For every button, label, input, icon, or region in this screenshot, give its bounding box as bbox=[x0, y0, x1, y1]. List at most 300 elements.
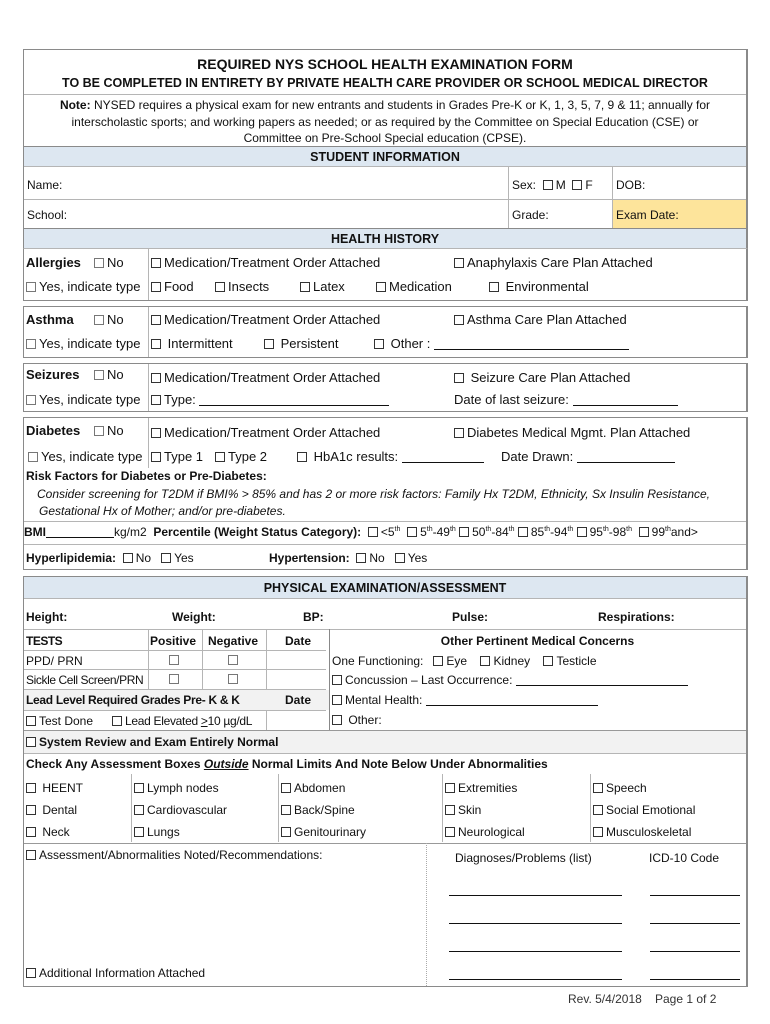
checkbox[interactable] bbox=[543, 656, 553, 666]
checkbox[interactable] bbox=[454, 315, 464, 325]
checkbox[interactable] bbox=[112, 716, 122, 726]
percentile-option[interactable] bbox=[368, 525, 401, 539]
percentile-option[interactable] bbox=[459, 525, 514, 539]
system-review bbox=[26, 734, 278, 750]
divider bbox=[590, 774, 591, 842]
percentile-option[interactable] bbox=[639, 525, 698, 539]
assess-cardiovascular[interactable] bbox=[134, 802, 227, 818]
med-order-label: Medication/Treatment Order Attached bbox=[164, 312, 381, 327]
assess-label: Neurological bbox=[458, 825, 525, 839]
negative-header: Negative bbox=[208, 634, 259, 648]
assess-skin[interactable] bbox=[445, 802, 481, 818]
assess-label: Skin bbox=[458, 803, 482, 817]
seizures-last-date[interactable] bbox=[454, 392, 678, 408]
sex-f-label: F bbox=[585, 178, 593, 192]
diabetes-med-order[interactable] bbox=[151, 425, 380, 441]
ppd-negative-checkbox[interactable] bbox=[228, 655, 238, 665]
note-line-3: Committee on Pre-School Special education (CPSE). bbox=[243, 131, 527, 145]
diagnosis-line-1[interactable] bbox=[449, 895, 622, 896]
checkbox[interactable] bbox=[577, 527, 587, 537]
assess-label: Lymph nodes bbox=[147, 781, 219, 795]
concerns-title: Other Pertinent Medical Concerns bbox=[440, 634, 635, 648]
yes-label: Yes, indicate type bbox=[41, 449, 143, 464]
opt-text: 85 bbox=[530, 525, 545, 539]
allergy-type-medication[interactable] bbox=[376, 279, 452, 295]
student-info-section bbox=[23, 146, 748, 228]
grade-field[interactable] bbox=[512, 207, 549, 223]
sup: th bbox=[449, 526, 456, 533]
checkbox[interactable] bbox=[151, 452, 161, 462]
assess-musculoskeletal[interactable] bbox=[593, 824, 691, 840]
dob-label: DOB: bbox=[616, 178, 646, 192]
form-header bbox=[23, 49, 748, 146]
assess-lymph-nodes[interactable] bbox=[134, 780, 219, 796]
seizures-care-plan[interactable] bbox=[454, 370, 630, 386]
checkbox[interactable] bbox=[518, 527, 528, 537]
allergies-block bbox=[23, 249, 748, 301]
last-seizure-line[interactable] bbox=[573, 394, 678, 406]
opt-text: -84 bbox=[491, 525, 509, 539]
system-review-row[interactable] bbox=[24, 731, 746, 753]
diagnosis-line-4[interactable] bbox=[449, 979, 622, 980]
seizures-type[interactable] bbox=[151, 392, 389, 408]
sickle-negative-checkbox[interactable] bbox=[228, 674, 238, 684]
hba1c-line[interactable] bbox=[402, 451, 484, 463]
section-header-physical-exam bbox=[24, 577, 746, 599]
checkbox[interactable] bbox=[281, 783, 291, 793]
test-ppd: PPD/ PRN bbox=[26, 654, 83, 668]
diagnoses-label: Diagnoses/Problems (list) bbox=[455, 851, 592, 865]
checkbox[interactable] bbox=[593, 827, 603, 837]
hypertension-yes[interactable] bbox=[395, 551, 428, 565]
allergies-no-checkbox[interactable] bbox=[94, 258, 104, 268]
note-label: Note: bbox=[59, 98, 91, 112]
percentile-option[interactable] bbox=[577, 525, 632, 539]
icd-line-1[interactable] bbox=[650, 895, 740, 896]
sup: th bbox=[567, 526, 574, 533]
no-label: No bbox=[135, 551, 152, 565]
date-header: Date bbox=[285, 634, 312, 648]
asthma-type-persistent[interactable] bbox=[264, 336, 338, 352]
type-label: Other : bbox=[390, 336, 431, 351]
asthma-other-line[interactable] bbox=[434, 338, 629, 350]
divider bbox=[148, 418, 149, 468]
physical-exam-section bbox=[23, 576, 748, 987]
sex-field bbox=[512, 177, 593, 193]
mental-health[interactable] bbox=[332, 692, 598, 708]
checkbox[interactable] bbox=[489, 282, 499, 292]
opt-text: <5 bbox=[380, 525, 395, 539]
allergy-type-food[interactable] bbox=[151, 279, 194, 295]
divider bbox=[266, 629, 267, 730]
form-subtitle: TO BE COMPLETED IN ENTIRETY BY PRIVATE HEALTH CARE PROVIDER OR SCHOOL MEDICAL DIRECTOR bbox=[62, 76, 708, 90]
checkbox[interactable] bbox=[480, 656, 490, 666]
assess-neurological[interactable] bbox=[445, 824, 525, 840]
ppd-positive-checkbox[interactable] bbox=[169, 655, 179, 665]
test-sickle-cell: Sickle Cell Screen/PRN bbox=[26, 673, 144, 687]
sex-f-checkbox[interactable] bbox=[572, 180, 582, 190]
checkbox[interactable] bbox=[297, 452, 307, 462]
checkbox[interactable] bbox=[332, 675, 342, 685]
school-label: School: bbox=[27, 208, 68, 222]
lead-date-header: Date bbox=[285, 693, 312, 707]
type-label: Type 2 bbox=[228, 449, 268, 464]
vital-pulse[interactable]: Pulse: bbox=[452, 610, 489, 624]
hypertension-no[interactable] bbox=[356, 551, 384, 565]
yes-label: Yes bbox=[174, 551, 194, 565]
form-title: REQUIRED NYS SCHOOL HEALTH EXAMINATION FORM bbox=[197, 56, 573, 72]
vital-height[interactable]: Height: bbox=[26, 610, 68, 624]
risk-factors-line-2: Gestational Hx of Mother; and/or pre-diabetes. bbox=[39, 504, 286, 518]
no-label: No bbox=[369, 551, 385, 565]
assess-social-emotional[interactable] bbox=[593, 802, 695, 818]
one-testicle[interactable] bbox=[543, 654, 596, 668]
checkbox[interactable] bbox=[374, 339, 384, 349]
asthma-care-plan[interactable] bbox=[454, 312, 627, 328]
checkbox[interactable] bbox=[134, 827, 144, 837]
concussion-line[interactable] bbox=[516, 674, 688, 686]
checkbox[interactable] bbox=[151, 339, 161, 349]
sex-m-checkbox[interactable] bbox=[543, 180, 553, 190]
divider bbox=[24, 650, 326, 651]
exam-date-label: Exam Date: bbox=[616, 208, 679, 222]
opt-text: 5 bbox=[420, 525, 427, 539]
section-header-health-history bbox=[23, 228, 748, 249]
assess-back-spine[interactable] bbox=[281, 802, 355, 818]
divider bbox=[426, 843, 427, 986]
icd-line-4[interactable] bbox=[650, 979, 740, 980]
care-plan-label: Asthma Care Plan Attached bbox=[467, 312, 627, 327]
type-label: Persistent bbox=[280, 336, 339, 351]
hyperlipidemia-yes[interactable] bbox=[161, 551, 194, 565]
checkbox[interactable] bbox=[215, 452, 225, 462]
checkbox[interactable] bbox=[593, 783, 603, 793]
assess-lungs[interactable] bbox=[134, 824, 180, 840]
checkbox[interactable] bbox=[407, 527, 417, 537]
assess-neck[interactable] bbox=[26, 824, 70, 840]
type-label: Insects bbox=[228, 279, 270, 294]
seizure-type-line[interactable] bbox=[199, 394, 389, 406]
checkbox[interactable] bbox=[395, 553, 405, 563]
opt-text: -94 bbox=[550, 525, 568, 539]
mental-health-line[interactable] bbox=[426, 694, 598, 706]
checkbox[interactable] bbox=[151, 395, 161, 405]
type-label: Latex bbox=[313, 279, 345, 294]
hypertension-row bbox=[269, 550, 427, 566]
checkbox[interactable] bbox=[151, 258, 161, 268]
assess-label: Dental bbox=[42, 803, 78, 817]
allergies-no[interactable] bbox=[94, 255, 124, 271]
allergies-yes[interactable] bbox=[26, 279, 140, 295]
abnormalities-label: Assessment/Abnormalities Noted/Recommendations: bbox=[39, 848, 323, 862]
risk-factors-title: Risk Factors for Diabetes or Pre-Diabetes: bbox=[26, 469, 267, 483]
sup: th bbox=[485, 526, 492, 533]
name-field[interactable] bbox=[27, 177, 62, 193]
text: Normal Limits And Note Below Under Abnormalities bbox=[248, 757, 548, 771]
hba1c-label: HbA1c results: bbox=[313, 449, 399, 464]
opt-text: 99 bbox=[651, 525, 666, 539]
allergies-yes-checkbox[interactable] bbox=[26, 282, 36, 292]
divider bbox=[148, 629, 149, 689]
assess-label: Extremities bbox=[458, 781, 518, 795]
system-review-checkbox[interactable] bbox=[26, 737, 36, 747]
divider bbox=[24, 753, 746, 754]
seizures-yes-checkbox[interactable] bbox=[26, 395, 36, 405]
divider bbox=[148, 249, 149, 300]
lead-test-done[interactable] bbox=[26, 713, 93, 729]
assess-label: Back/Spine bbox=[294, 803, 355, 817]
page-number: Page 1 of 2 bbox=[655, 992, 717, 1006]
name-label: Name: bbox=[27, 178, 63, 192]
checkbox[interactable] bbox=[26, 968, 36, 978]
yes-label: Yes, indicate type bbox=[39, 279, 141, 294]
seizures-label: Seizures bbox=[26, 367, 80, 382]
lead-level-header-row bbox=[24, 690, 329, 710]
sex-label: Sex: bbox=[512, 178, 537, 192]
system-review-label: System Review and Exam Entirely Normal bbox=[39, 735, 279, 749]
allergy-type-insects[interactable] bbox=[215, 279, 269, 295]
seizures-no-checkbox[interactable] bbox=[94, 370, 104, 380]
checkbox[interactable] bbox=[332, 715, 342, 725]
checkbox[interactable] bbox=[593, 805, 603, 815]
sickle-positive-checkbox[interactable] bbox=[169, 674, 179, 684]
asthma-type-other[interactable] bbox=[374, 336, 629, 352]
checkbox[interactable] bbox=[161, 553, 171, 563]
note-text: NYSED requires a physical exam for new entrants and students in Grades Pre-K or K, 1, 3, 5, 7, 9 & 11; annually for bbox=[93, 98, 711, 112]
checkbox[interactable] bbox=[26, 716, 36, 726]
asthma-type-intermittent[interactable] bbox=[151, 336, 233, 352]
seizures-yes[interactable] bbox=[26, 392, 140, 408]
diabetes-yes-checkbox[interactable] bbox=[28, 452, 38, 462]
assess-abdomen[interactable] bbox=[281, 780, 345, 796]
positive-header: Positive bbox=[150, 634, 197, 648]
hypertension-label: Hypertension: bbox=[269, 551, 350, 565]
opt-label: Kidney bbox=[493, 654, 531, 668]
asthma-yes-checkbox[interactable] bbox=[26, 339, 36, 349]
checkbox[interactable] bbox=[639, 527, 649, 537]
divider bbox=[148, 364, 149, 411]
abnormalities-noted[interactable] bbox=[26, 847, 322, 863]
checkbox[interactable] bbox=[26, 805, 36, 815]
sup: th bbox=[665, 526, 671, 533]
assess-label: Social Emotional bbox=[606, 803, 696, 817]
checkbox[interactable] bbox=[151, 373, 161, 383]
concussion[interactable] bbox=[332, 672, 688, 688]
icd-line-3[interactable] bbox=[650, 951, 740, 952]
diabetes-no[interactable] bbox=[94, 423, 124, 439]
date-drawn-line[interactable] bbox=[577, 451, 675, 463]
diabetes-type2[interactable] bbox=[215, 449, 267, 465]
asthma-block bbox=[23, 306, 748, 358]
hyperlipidemia-no[interactable] bbox=[123, 551, 151, 565]
one-functioning-label: One Functioning: bbox=[332, 654, 424, 668]
diabetes-date-drawn[interactable] bbox=[501, 449, 675, 465]
checkbox[interactable] bbox=[368, 527, 378, 537]
diagnosis-line-3[interactable] bbox=[449, 951, 622, 952]
checkbox[interactable] bbox=[215, 282, 225, 292]
text: Check Any Assessment Boxes bbox=[26, 757, 204, 771]
checkbox[interactable] bbox=[281, 827, 291, 837]
divider bbox=[24, 843, 746, 844]
one-kidney[interactable] bbox=[480, 654, 530, 668]
other-concern[interactable] bbox=[332, 712, 382, 728]
care-plan-label: Anaphylaxis Care Plan Attached bbox=[467, 255, 653, 270]
bmi-row bbox=[24, 524, 698, 540]
lead-elevated-label: Lead Elevated bbox=[125, 714, 201, 728]
asthma-no-checkbox[interactable] bbox=[94, 315, 104, 325]
divider bbox=[24, 94, 746, 95]
assess-extremities[interactable] bbox=[445, 780, 517, 796]
checkbox[interactable] bbox=[332, 695, 342, 705]
lead-elevated[interactable] bbox=[112, 713, 252, 729]
note-line-2: interscholastic sports; and working papers as needed; or as required by the Committee on Special Education (CSE) or bbox=[71, 115, 699, 129]
bmi-input-line[interactable] bbox=[46, 526, 114, 538]
allergies-med-order[interactable] bbox=[151, 255, 380, 271]
opt-text: -98 bbox=[608, 525, 627, 539]
concussion-label: Concussion – Last Occurrence: bbox=[345, 673, 513, 687]
percentile-label: Percentile (Weight Status Category): bbox=[153, 525, 362, 539]
divider bbox=[24, 544, 746, 545]
med-order-label: Medication/Treatment Order Attached bbox=[164, 425, 381, 440]
sup: th bbox=[426, 526, 433, 533]
percentile-option[interactable] bbox=[407, 525, 456, 539]
care-plan-label: Diabetes Medical Mgmt. Plan Attached bbox=[467, 425, 691, 440]
section-title: PHYSICAL EXAMINATION/ASSESSMENT bbox=[263, 581, 507, 595]
checkbox[interactable] bbox=[123, 553, 133, 563]
grade-label: Grade: bbox=[512, 208, 549, 222]
checkbox[interactable] bbox=[445, 805, 455, 815]
one-eye[interactable] bbox=[433, 654, 467, 668]
care-plan-label: Seizure Care Plan Attached bbox=[470, 370, 631, 385]
checkbox[interactable] bbox=[26, 850, 36, 860]
opt-text: -49 bbox=[432, 525, 450, 539]
checkbox[interactable] bbox=[134, 783, 144, 793]
assess-heent[interactable] bbox=[26, 780, 83, 796]
checkbox[interactable] bbox=[445, 827, 455, 837]
tests-header: TESTS bbox=[26, 634, 63, 648]
seizures-no[interactable] bbox=[94, 367, 124, 383]
test-done-label: Test Done bbox=[39, 714, 94, 728]
checkbox[interactable] bbox=[151, 428, 161, 438]
bmi-label: BMI bbox=[24, 525, 46, 539]
opt-text: 95 bbox=[589, 525, 603, 539]
divider bbox=[24, 669, 326, 670]
checkbox[interactable] bbox=[281, 805, 291, 815]
other-label: Other: bbox=[348, 713, 382, 727]
opt-label: Testicle bbox=[556, 654, 597, 668]
diabetes-care-plan[interactable] bbox=[454, 425, 690, 441]
checkbox[interactable] bbox=[459, 527, 469, 537]
type-label: Intermittent bbox=[167, 336, 233, 351]
vital-respirations[interactable]: Respirations: bbox=[598, 610, 675, 624]
divider bbox=[508, 167, 509, 228]
divider bbox=[24, 710, 326, 711]
diabetes-block bbox=[23, 417, 748, 570]
opt-text: 50 bbox=[472, 525, 486, 539]
yes-label: Yes bbox=[407, 551, 428, 565]
risk-factors-line-1: Consider screening for T2DM if BMI% > 85% and has 2 or more risk factors: Family Hx T2DM, Ethnicity, Sx Insulin Resistance, bbox=[37, 487, 711, 501]
assess-label: Lungs bbox=[147, 825, 180, 839]
divider bbox=[148, 307, 149, 357]
revision-date: Rev. 5/4/2018 bbox=[568, 992, 642, 1006]
asthma-no[interactable] bbox=[94, 312, 124, 328]
one-functioning bbox=[332, 653, 597, 669]
yes-label: Yes, indicate type bbox=[39, 392, 141, 407]
last-seizure-label: Date of last seizure: bbox=[454, 392, 569, 407]
assess-dental[interactable] bbox=[26, 802, 77, 818]
assess-genitourinary[interactable] bbox=[281, 824, 366, 840]
sup: th bbox=[544, 526, 551, 533]
checkbox[interactable] bbox=[454, 373, 464, 383]
vital-weight[interactable]: Weight: bbox=[172, 610, 216, 624]
checkbox[interactable] bbox=[454, 428, 464, 438]
assess-label: Abdomen bbox=[294, 781, 346, 795]
checkbox[interactable] bbox=[433, 656, 443, 666]
type-label: Environmental bbox=[505, 279, 589, 294]
sup: th bbox=[508, 526, 515, 533]
assess-label: Neck bbox=[42, 825, 70, 839]
checkbox[interactable] bbox=[376, 282, 386, 292]
school-field[interactable] bbox=[27, 207, 67, 223]
icd-line-2[interactable] bbox=[650, 923, 740, 924]
lead-elevated-value: 10 µg/dL bbox=[207, 714, 253, 728]
allergy-type-environmental[interactable] bbox=[489, 279, 589, 295]
diagnosis-line-2[interactable] bbox=[449, 923, 622, 924]
section-title: STUDENT INFORMATION bbox=[310, 150, 460, 164]
section-header-student-info bbox=[24, 147, 746, 167]
allergy-type-latex[interactable] bbox=[300, 279, 345, 295]
diabetes-no-checkbox[interactable] bbox=[94, 426, 104, 436]
percentile-option[interactable] bbox=[518, 525, 573, 539]
no-label: No bbox=[107, 312, 124, 327]
checkbox[interactable] bbox=[151, 315, 161, 325]
allergies-care-plan[interactable] bbox=[454, 255, 653, 271]
asthma-med-order[interactable] bbox=[151, 312, 380, 328]
checkbox[interactable] bbox=[454, 258, 464, 268]
additional-info-attached[interactable] bbox=[26, 965, 205, 981]
checkbox[interactable] bbox=[356, 553, 366, 563]
sup: th bbox=[626, 526, 632, 533]
checkbox[interactable] bbox=[264, 339, 274, 349]
check-instructions bbox=[26, 756, 548, 772]
assess-speech[interactable] bbox=[593, 780, 647, 796]
bmi-unit: kg/m2 bbox=[114, 525, 147, 539]
med-order-label: Medication/Treatment Order Attached bbox=[164, 255, 381, 270]
checkbox[interactable] bbox=[26, 827, 36, 837]
checkbox[interactable] bbox=[300, 282, 310, 292]
dob-field[interactable] bbox=[616, 177, 645, 193]
yes-label: Yes, indicate type bbox=[39, 336, 141, 351]
assess-label: HEENT bbox=[42, 781, 84, 795]
checkbox[interactable] bbox=[445, 783, 455, 793]
exam-date-field[interactable] bbox=[613, 200, 746, 229]
mental-health-label: Mental Health: bbox=[345, 693, 423, 707]
med-order-label: Medication/Treatment Order Attached bbox=[164, 370, 381, 385]
seizures-med-order[interactable] bbox=[151, 370, 380, 386]
asthma-yes[interactable] bbox=[26, 336, 140, 352]
diabetes-yes[interactable] bbox=[28, 449, 142, 465]
diabetes-type1[interactable] bbox=[151, 449, 203, 465]
sup: th bbox=[602, 526, 609, 533]
diabetes-hba1c[interactable] bbox=[297, 449, 484, 465]
assess-label: Speech bbox=[606, 781, 647, 795]
checkbox[interactable] bbox=[26, 783, 36, 793]
vital-bp[interactable]: BP: bbox=[303, 610, 324, 624]
checkbox[interactable] bbox=[151, 282, 161, 292]
outside-emphasis: Outside bbox=[203, 757, 249, 771]
checkbox[interactable] bbox=[134, 805, 144, 815]
diabetes-label: Diabetes bbox=[26, 423, 81, 438]
